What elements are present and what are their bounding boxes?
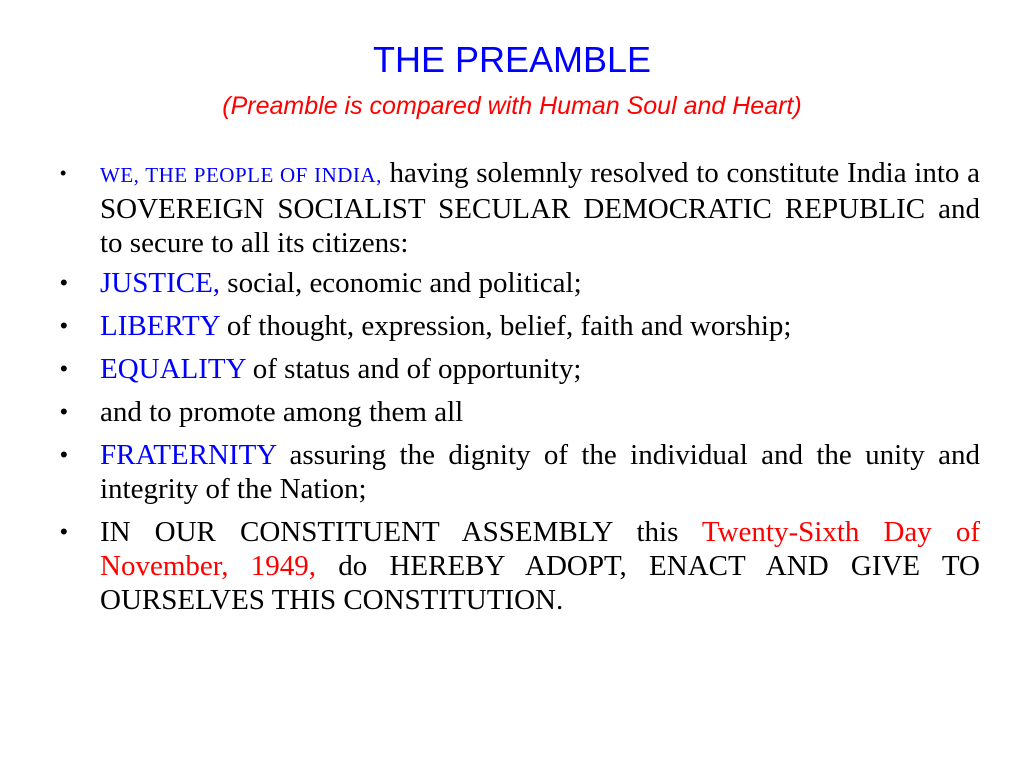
item-text: assuring the dignity of the individual and the unity and integrity of the Nation; bbox=[100, 439, 980, 505]
list-item-we-the-people bbox=[60, 156, 980, 260]
bullet-icon: • bbox=[60, 356, 68, 381]
highlight-date-text: Twenty-Sixth Day of November, 1949, bbox=[100, 516, 980, 582]
bullet-icon: • bbox=[60, 399, 68, 424]
highlight-text: WE, THE PEOPLE OF INDIA, bbox=[100, 163, 382, 187]
highlight-text: FRATERNITY bbox=[100, 439, 277, 471]
item-text: of status and of opportunity; bbox=[245, 353, 582, 385]
list-item-equality bbox=[60, 352, 980, 386]
list-item-liberty bbox=[60, 309, 980, 343]
bullet-icon: • bbox=[60, 442, 68, 467]
highlight-text: JUSTICE, bbox=[100, 267, 221, 299]
bullet-icon: • bbox=[60, 519, 68, 544]
item-text: and to promote among them all bbox=[100, 396, 464, 428]
list-item-fraternity bbox=[60, 438, 980, 506]
item-text: social, economic and political; bbox=[220, 267, 582, 299]
list-item-promote bbox=[60, 395, 980, 429]
bullet-icon: • bbox=[60, 270, 68, 295]
item-text: of thought, expression, belief, faith and worship; bbox=[219, 310, 792, 342]
bullet-icon: • bbox=[60, 313, 68, 338]
highlight-text: EQUALITY bbox=[100, 353, 246, 385]
list-item-constituent-assembly bbox=[60, 515, 980, 617]
preamble-list bbox=[60, 156, 980, 626]
slide-subtitle: (Preamble is compared with Human Soul and Heart) bbox=[222, 92, 802, 120]
item-text-after: do HEREBY ADOPT, ENACT AND GIVE TO OURSELVES THIS CONSTITUTION. bbox=[100, 550, 980, 616]
highlight-text: LIBERTY bbox=[100, 310, 220, 342]
item-text-before: IN OUR CONSTITUENT ASSEMBLY this bbox=[100, 516, 702, 548]
item-text: having solemnly resolved to constitute India into a SOVEREIGN SOCIALIST SECULAR DEMOCRATIC REPUBLIC and to secure to all its citizens: bbox=[100, 157, 980, 259]
list-item-justice bbox=[60, 266, 980, 300]
slide-title: THE PREAMBLE bbox=[372, 39, 652, 80]
bullet-icon: • bbox=[60, 163, 67, 183]
